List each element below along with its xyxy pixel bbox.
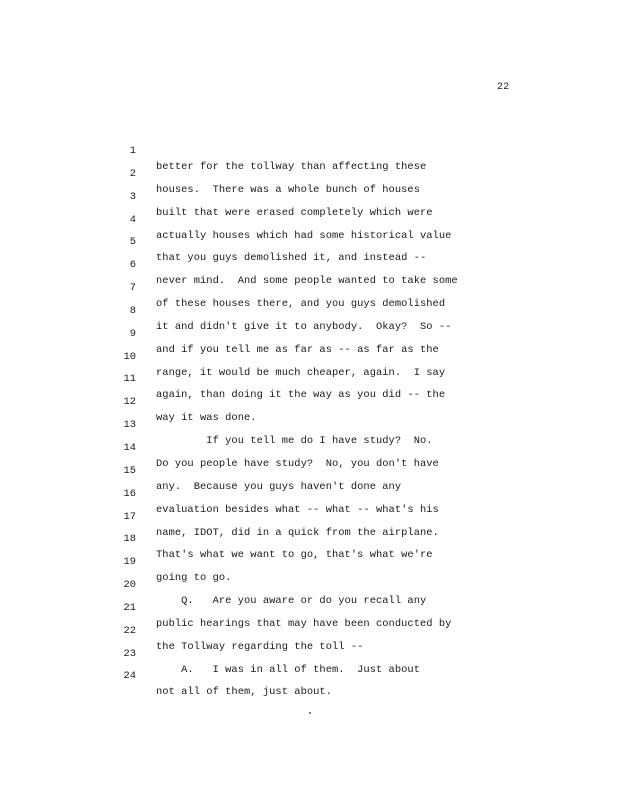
line-text: A. I was in all of them. Just about — [156, 663, 420, 676]
line-text: the Tollway regarding the toll -- — [156, 640, 364, 653]
line-text: built that were erased completely which were — [156, 206, 433, 219]
line-number: 3 — [129, 190, 136, 203]
transcript-line — [0, 173, 619, 219]
line-text: it and didn't give it to anybody. Okay? So -- — [156, 320, 452, 333]
line-number: 2 — [129, 167, 136, 180]
line-text: range, it would be much cheaper, again. I say — [156, 366, 446, 379]
line-number: 23 — [123, 647, 136, 660]
line-text: name, IDOT, did in a quick from the airplane. — [156, 526, 439, 539]
transcript-line — [0, 287, 619, 333]
line-number: 22 — [123, 624, 136, 637]
line-number: 4 — [129, 213, 136, 226]
line-text: public hearings that may have been conducted by — [156, 617, 452, 630]
transcript-line — [0, 493, 619, 539]
line-text: going to go. — [156, 572, 232, 585]
transcript-line — [0, 378, 619, 425]
transcript-line — [0, 447, 619, 493]
transcript-line — [0, 241, 619, 288]
line-number: 19 — [123, 556, 136, 569]
line-number: 18 — [123, 533, 136, 546]
line-text: If you tell me do I have study? No. — [156, 435, 433, 448]
line-text: actually houses which had some historical value — [156, 229, 452, 242]
line-number: 13 — [123, 419, 136, 432]
line-number: 15 — [123, 464, 136, 477]
line-number: 5 — [129, 236, 136, 249]
line-text: Do you people have study? No, you don't have — [156, 457, 439, 470]
line-text: houses. There was a whole bunch of houses — [156, 183, 420, 196]
line-number: 14 — [123, 441, 136, 454]
page-number: 22 — [497, 82, 510, 93]
transcript-line — [0, 652, 619, 699]
line-text: any. Because you guys haven't done any — [156, 480, 402, 493]
line-number: 24 — [123, 670, 136, 683]
line-number: 9 — [129, 327, 136, 340]
transcript-line — [0, 333, 619, 379]
transcript-line — [0, 196, 619, 242]
line-number: 16 — [123, 487, 136, 500]
transcript-line — [0, 584, 619, 630]
transcript-line — [0, 355, 619, 402]
scan-speck — [309, 712, 311, 714]
transcript-line — [0, 264, 619, 311]
transcript-line — [0, 127, 619, 173]
transcript-line — [0, 310, 619, 356]
line-text: again, than doing it the way as you did -- the — [156, 389, 446, 402]
line-number: 8 — [129, 304, 136, 317]
line-number: 10 — [123, 350, 136, 363]
line-number: 12 — [123, 396, 136, 409]
line-number: 20 — [123, 579, 136, 592]
line-text: way it was done. — [156, 412, 257, 425]
line-text: better for the tollway than affecting these — [156, 161, 427, 173]
transcript-line — [0, 538, 619, 585]
transcript-line — [0, 515, 619, 562]
line-text: and if you tell me as far as -- as far as the — [156, 343, 439, 356]
line-text: that you guys demolished it, and instead -- — [156, 252, 427, 265]
line-number: 11 — [123, 373, 136, 386]
transcript-line — [0, 218, 619, 265]
line-number: 1 — [129, 145, 136, 157]
line-text: never mind. And some people wanted to take some — [156, 275, 458, 288]
line-text: of these houses there, and you guys demolished — [156, 298, 446, 311]
line-text: evaluation besides what -- what -- what's his — [156, 503, 439, 516]
transcript-line — [0, 630, 619, 676]
line-number: 17 — [123, 510, 136, 523]
line-text: That's what we want to go, that's what we're — [156, 549, 433, 562]
transcript-line — [0, 607, 619, 653]
transcript-lines — [0, 127, 619, 699]
transcript-line — [0, 150, 619, 196]
line-number: 7 — [129, 282, 136, 295]
line-number: 6 — [129, 259, 136, 272]
line-text: not all of them, just about. — [156, 686, 332, 699]
transcript-line — [0, 470, 619, 516]
line-text: Q. Are you aware or do you recall any — [156, 595, 427, 608]
line-number: 21 — [123, 601, 136, 614]
transcript-line — [0, 424, 619, 470]
